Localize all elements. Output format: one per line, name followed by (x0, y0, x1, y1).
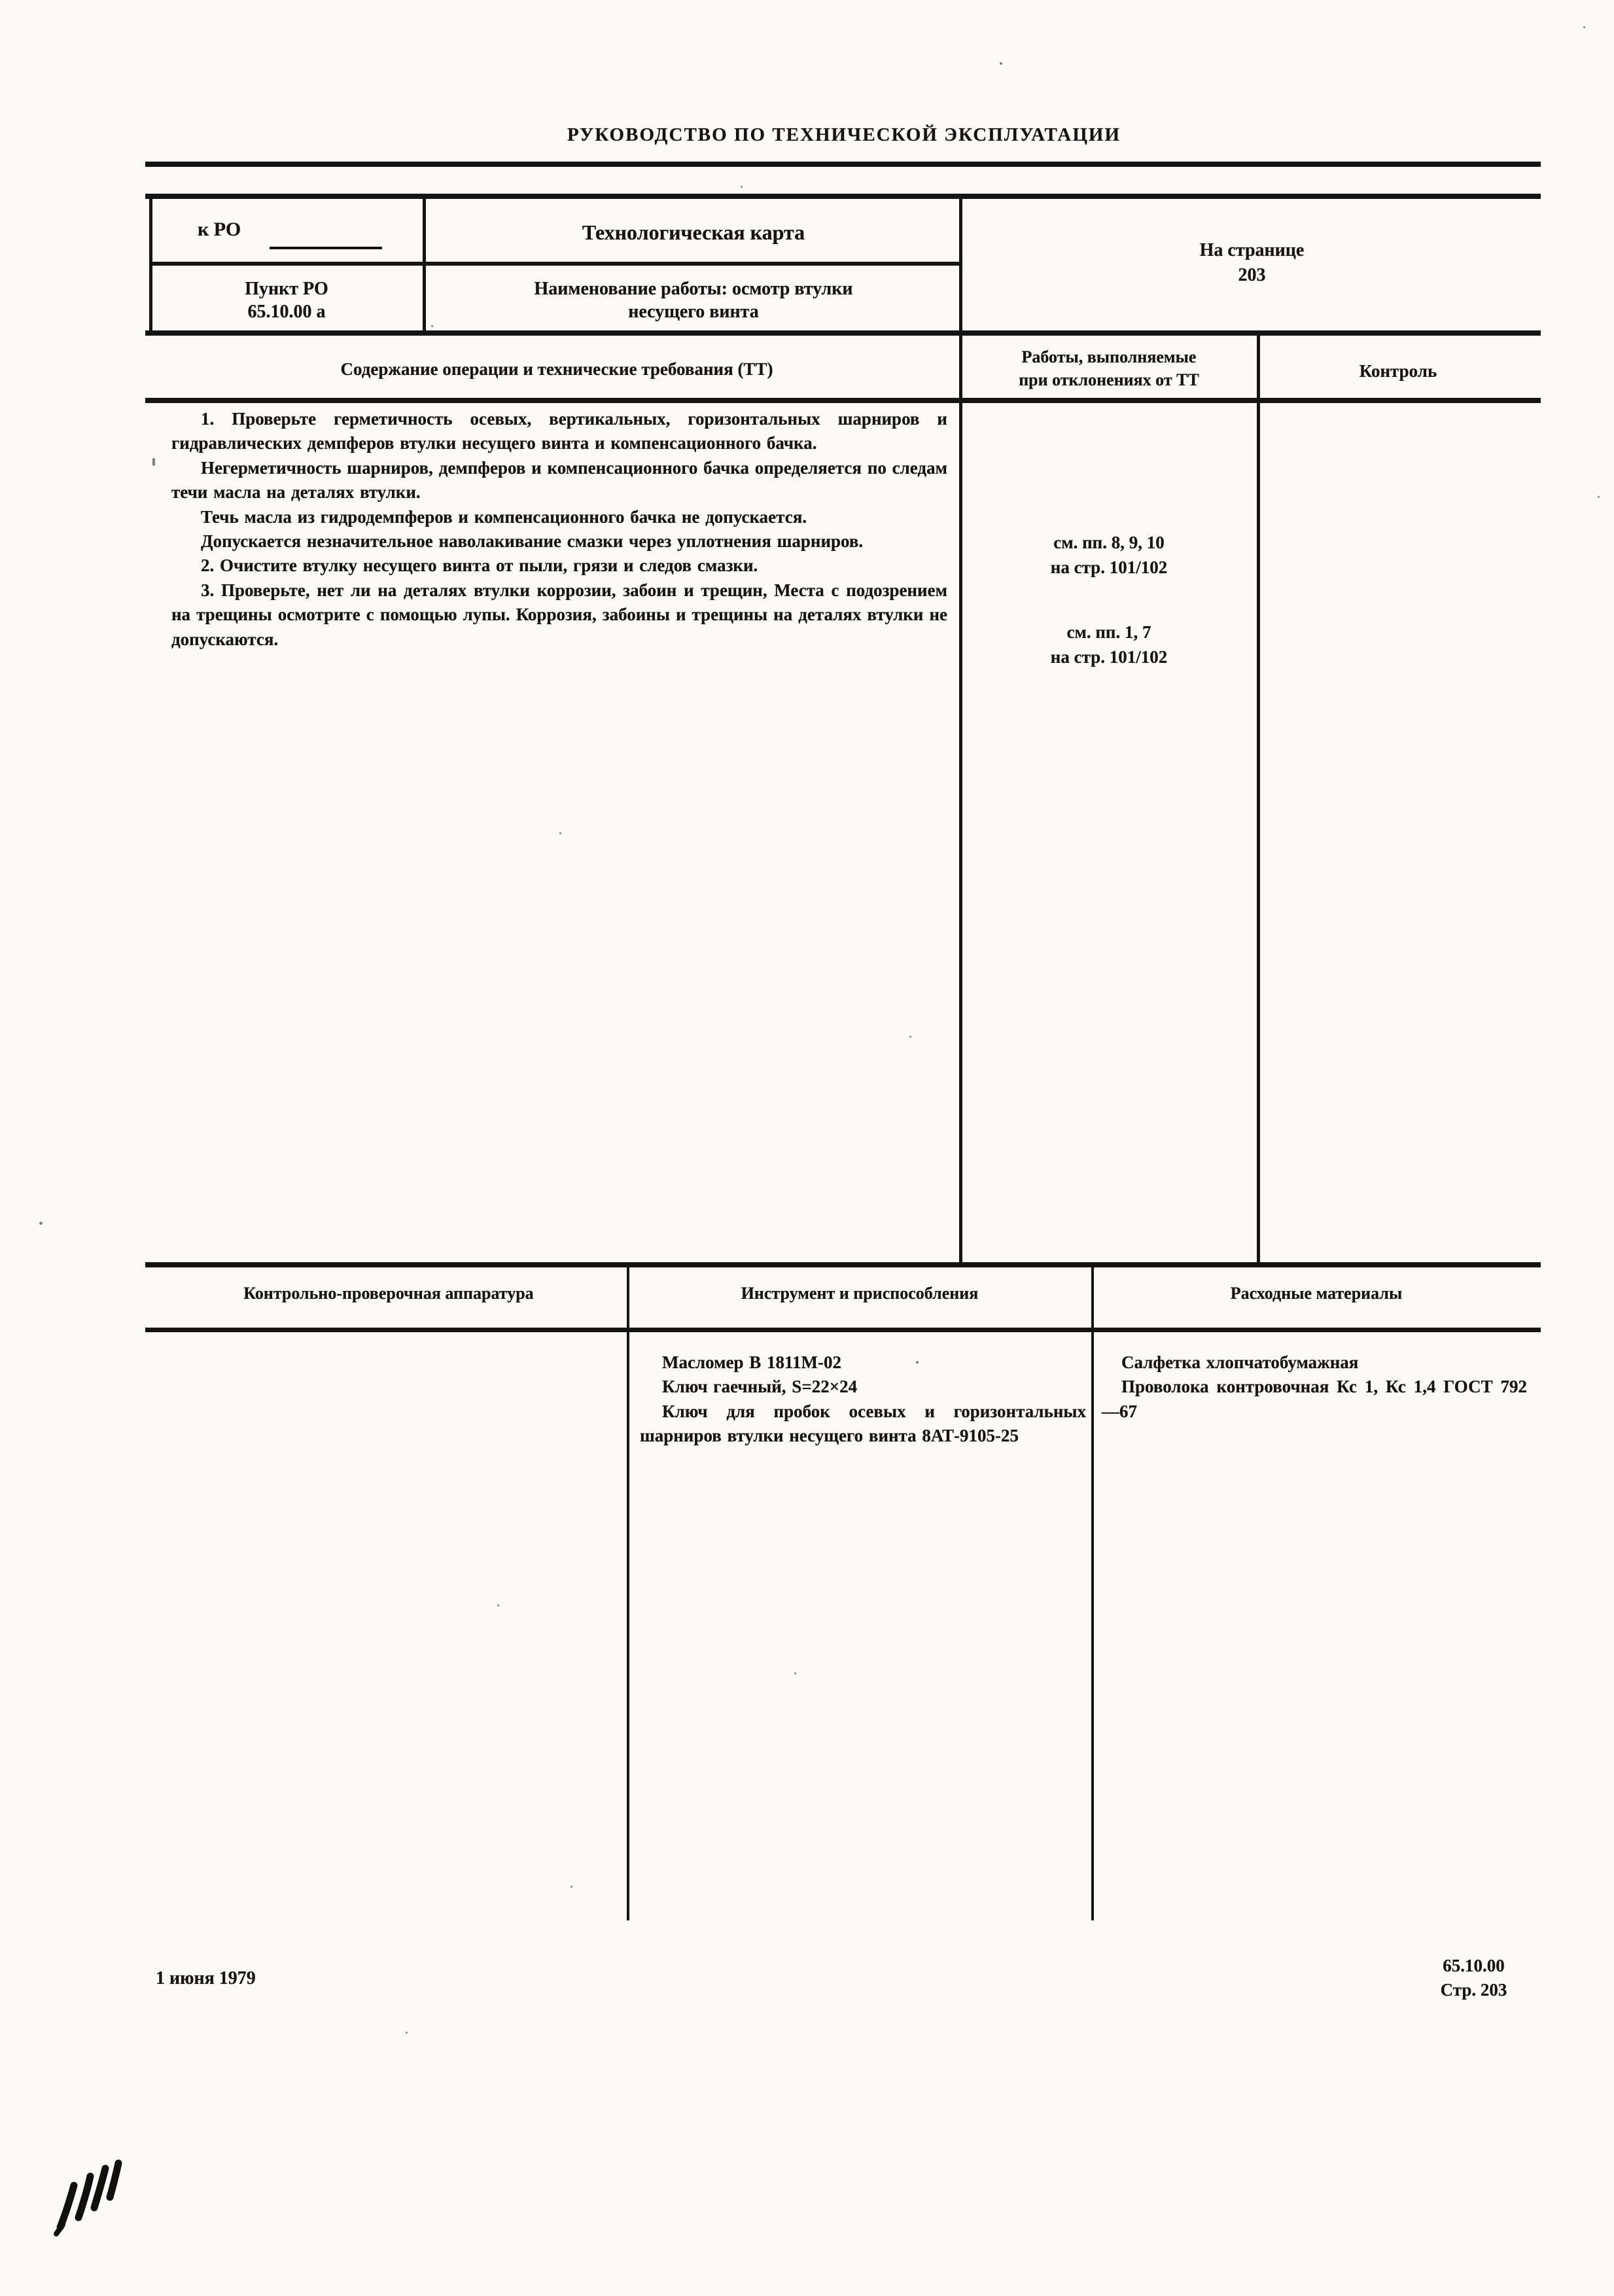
top-rule-1 (145, 162, 1541, 167)
scan-speck (152, 458, 155, 466)
on-page-cell (965, 194, 1539, 332)
operation-text-block (171, 407, 947, 652)
scan-speck (909, 1036, 911, 1038)
column-header-control: Контроль (1359, 361, 1437, 381)
operation-paragraph: 2. Очистите втулку несущего винта от пыли, грязи и следов смазки. (201, 556, 758, 576)
consumables-item: Проволока контровочная Кс 1, Кс 1,4 ГОСТ 792—67 (1102, 1377, 1527, 1421)
operation-paragraph: 3. Проверьте, нет ли на деталях втулки коррозии, забоин и трещин, Места с подозрением на трещины осмотрите с помощью лупы. Коррозия, забоины и трещины на деталях втулки не допускаются. (171, 580, 947, 649)
scan-speck (1598, 496, 1600, 498)
work-name-line2: несущего винта (628, 302, 759, 322)
operation-paragraph: Течь масла из гидродемпферов и компенсационного бачка не допускается. (201, 506, 807, 527)
card-table-row-divider (149, 262, 962, 266)
scan-speck (570, 1886, 572, 1888)
main-column-divider-2 (1257, 330, 1260, 1267)
work-name-line1: Наименование работы: осмотр втулки (534, 279, 853, 299)
deviation-note (963, 620, 1255, 669)
scan-speck (559, 832, 561, 834)
scan-speck (1000, 62, 1002, 65)
manual-running-title: РУКОВОДСТВО ПО ТЕХНИЧЕСКОЙ ЭКСПЛУАТАЦИИ (567, 124, 1121, 145)
column-header-tt: Содержание операции и технические требования (ТТ) (340, 359, 773, 379)
to-ro-label: к РО (198, 219, 241, 240)
scan-speck (1583, 26, 1585, 28)
operation-paragraph: 1. Проверьте герметичность осевых, вертикальных, горизонтальных шарниров и гидравлических демпферов втулки несущего винта и компенсационного бачка. (171, 409, 947, 453)
tools-item: Ключ для пробок осевых и горизонтальных шарниров втулки несущего винта 8АТ-9105-25 (640, 1401, 1086, 1446)
work-name-cell (429, 277, 958, 323)
punkt-ro-label: Пункт РО (245, 279, 328, 299)
deviation-note-line1: см. пп. 8, 9, 10 (1053, 533, 1165, 552)
card-title: Технологическая карта (582, 221, 805, 244)
scan-speck (39, 1222, 43, 1225)
consumables-list (1102, 1351, 1527, 1424)
scan-speck (497, 1604, 499, 1606)
footer-reference (1413, 1954, 1534, 2002)
deviation-note-line1: см. пп. 1, 7 (1066, 622, 1151, 642)
consumables-item: Салфетка хлопчатобумажная (1121, 1352, 1359, 1372)
scan-speck (406, 2032, 408, 2034)
bottom-header-consumables: Расходные материалы (1230, 1284, 1403, 1303)
punkt-ro-code: 65.10.00 а (247, 302, 326, 322)
scan-speck (794, 1672, 796, 1674)
tools-list (640, 1351, 1086, 1449)
issue-date: 1 июня 1979 (156, 1968, 256, 1988)
deviation-note-line2: на стр. 101/102 (1050, 647, 1168, 667)
deviation-note-line2: на стр. 101/102 (1050, 557, 1168, 577)
bottom-header-control-equipment: Контрольно-проверочная аппаратура (243, 1284, 534, 1303)
bottom-column-divider-2 (1091, 1262, 1094, 1920)
operation-paragraph: Допускается незначительное наволакивание смазки через уплотнения шарниров. (201, 531, 864, 552)
operation-paragraph: Негерметичность шарниров, демпферов и компенсационного бачка определяется по следам течи масла на деталях втулки. (171, 457, 947, 503)
column-header-deviations-line2: при отклонениях от ТТ (1019, 370, 1199, 389)
tools-item: Ключ гаечный, S=22×24 (662, 1377, 858, 1397)
on-page-label: На странице (1199, 240, 1305, 260)
column-header-bottom-border (145, 398, 1541, 403)
deviation-note (963, 530, 1255, 580)
bottom-table-header-border (145, 1328, 1541, 1332)
punkt-ro-cell (152, 277, 421, 323)
bottom-header-tools: Инструмент и приспособления (741, 1284, 979, 1303)
on-page-number: 203 (1238, 265, 1266, 285)
footer-page-number: Стр. 203 (1440, 1980, 1507, 2000)
footer-section-code: 65.10.00 (1443, 1956, 1505, 1975)
scan-speck (741, 186, 743, 188)
tools-item: Масломер В 1811М-02 (662, 1352, 841, 1372)
main-column-divider-1 (959, 194, 962, 1267)
handwritten-pen-scribble (51, 2154, 130, 2246)
column-header-deviations (963, 345, 1255, 391)
bottom-table-top-border (145, 1262, 1541, 1267)
scan-speck (916, 1361, 919, 1364)
scan-speck (431, 325, 433, 327)
to-ro-blank-line (270, 247, 382, 249)
card-table-divider-1 (423, 194, 426, 336)
bottom-column-divider-1 (627, 1262, 629, 1920)
column-header-deviations-line1: Работы, выполняемые (1021, 347, 1197, 366)
